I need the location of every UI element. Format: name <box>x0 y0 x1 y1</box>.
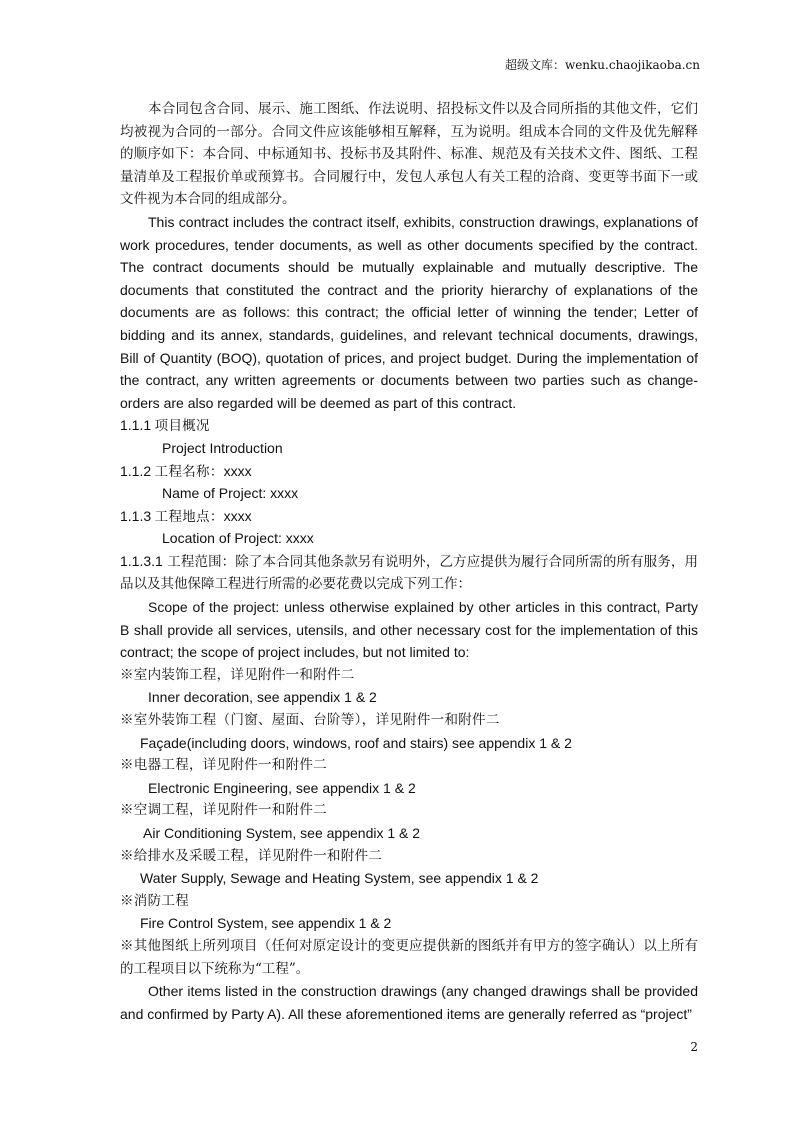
scope-item-en: Façade(including doors, windows, roof and stairs) see appendix 1 & 2 <box>140 734 572 751</box>
section-number: 1.1.3 <box>120 507 152 524</box>
section-1-1-3-title-en: Location of Project: xxxx <box>162 530 314 547</box>
scope-item-zh: ※给排水及采暖工程，详见附件一和附件二 <box>120 847 383 864</box>
section-1-1-3-heading <box>120 505 698 528</box>
scope-item-zh: ※空调工程，详见附件一和附件二 <box>120 802 327 819</box>
section-1-1-3-1-scope-en: Scope of the project: unless otherwise explained by other articles in this contract, Party B shall provide all services, utensils, and other necessary cost for the implementation of this contract; the scope of project includes, but not limited to: <box>120 599 698 661</box>
section-number: 1.1.1 <box>120 417 152 434</box>
section-title-zh: 项目概况 <box>154 418 210 435</box>
project-location-value: xxxx <box>223 507 252 524</box>
section-title-zh: 工程名称： <box>154 463 224 480</box>
scope-item-en: Water Supply, Sewage and Heating System, see appendix 1 & 2 <box>140 870 539 887</box>
other-items-en: Other items listed in the construction drawings (any changed drawings shall be provided and confirmed by Party A). All these aforementioned items are generally referred as “project” <box>120 983 698 1022</box>
scope-item-zh: ※室内装饰工程，详见附件一和附件二 <box>120 666 355 683</box>
section-1-1-2-heading <box>120 460 698 483</box>
section-1-1-3-1-scope-zh <box>120 550 698 596</box>
section-1-1-2-title-en: Name of Project: xxxx <box>162 485 299 502</box>
section-1-1-1-title-en: Project Introduction <box>162 439 283 456</box>
project-name-value: xxxx <box>223 462 252 479</box>
scope-item-en: Electronic Engineering, see appendix 1 & 2 <box>148 779 416 796</box>
section-1-1-1-heading <box>120 414 698 437</box>
scope-item-zh: ※消防工程 <box>120 892 189 909</box>
paragraph-contract-documents-zh: 本合同包含合同、展示、施工图纸、作法说明、招投标文件以及合同所指的其他文件，它们均被视为合同的一部分。合同文件应该能够相互解释，互为说明。组成本合同的文件及优先解释的顺序如下：本合同、中标通知书、投标书及其附件、标准、规范及有关技术文件、图纸、工程量清单及工程报价单或预算书。合同履行中，发包人承包人有关工程的洽商、变更等书面下一或文件视为本合同的组成部分。 <box>120 101 698 208</box>
section-number: 1.1.3.1 <box>120 552 163 569</box>
scope-item-zh: ※室外装饰工程（门窗、屋面、台阶等），详见附件一和附件二 <box>120 712 500 729</box>
page-content <box>120 98 698 1025</box>
scope-item-en: Inner decoration, see appendix 1 & 2 <box>148 689 377 706</box>
scope-item-en: Air Conditioning System, see appendix 1 & 2 <box>143 825 421 841</box>
page-number: 2 <box>690 1040 698 1054</box>
scope-item-en: Fire Control System, see appendix 1 & 2 <box>140 915 392 932</box>
section-number: 1.1.2 <box>120 462 152 479</box>
scope-text-zh: 工程范围：除了本合同其他条款另有说明外，乙方应提供为履行合同所需的所有服务，用品以及其他保障工程进行所需的必要花费以完成下列工作： <box>120 553 698 593</box>
scope-item-zh: ※电器工程，详见附件一和附件二 <box>120 757 327 774</box>
other-items-zh: ※其他图纸上所列项目（任何对原定设计的变更应提供新的图纸并有甲方的签字确认）以上所有的工程项目以下统称为“工程”。 <box>120 937 698 977</box>
paragraph-contract-documents-en: This contract includes the contract itself, exhibits, construction drawings, explanations of work procedures, tender documents, as well as other documents specified by the contract. The contract documents should be mutually explainable and mutually descriptive. The documents that constituted the contract and the priority hierarchy of explanations of the documents are as follows: this contract; the official letter of winning the tender; Letter of bidding and its annex, standards, guidelines, and relevant technical documents, drawings, Bill of Quantity (BOQ), quotation of prices, and project budget. During the implementation of the contract, any written agreements or documents between two parties such as change-orders are also regarded will be deemed as part of this contract. <box>120 213 698 411</box>
page-header: 超级文库：wenku.chaojikaoba.cn <box>504 58 700 72</box>
section-title-zh: 工程地点： <box>154 508 224 525</box>
